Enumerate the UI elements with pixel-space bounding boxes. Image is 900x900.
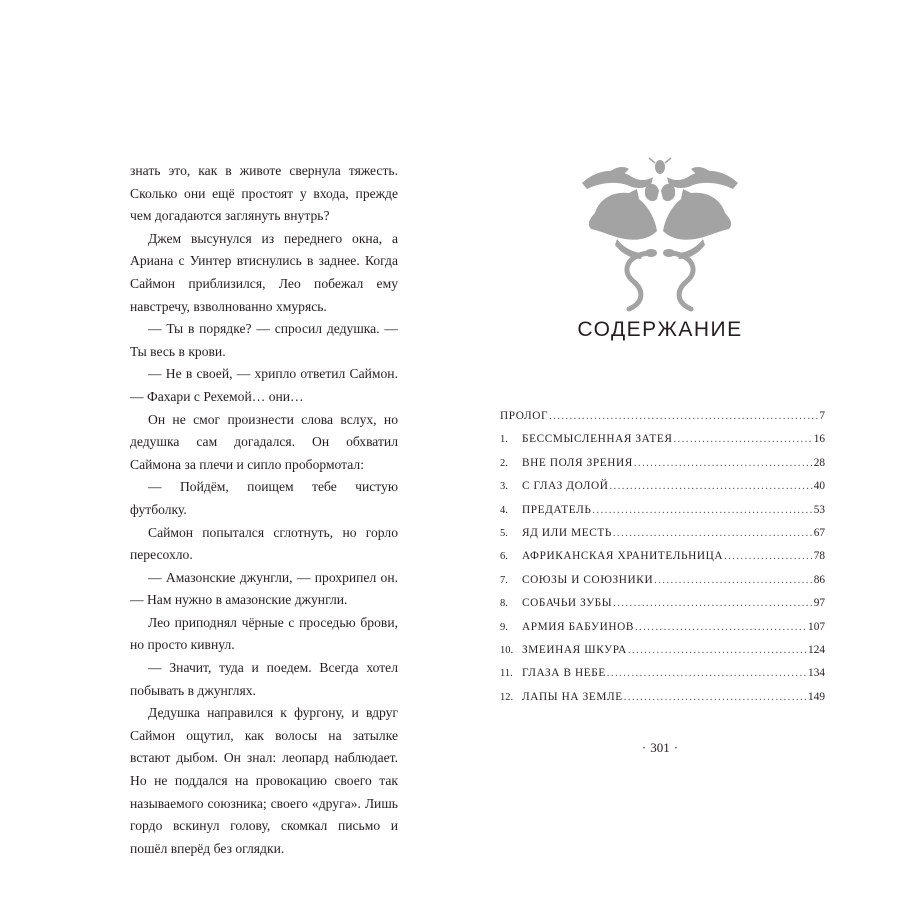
toc-entry-number: 5. [500, 527, 508, 539]
paragraph: знать это, как в животе свернула тяжесть. Сколько они ещё простоят у входа, прежде чем догадаются заглянуть внутрь? [130, 163, 398, 224]
toc-entry-title: ГЛАЗА В НЕБЕ [522, 667, 606, 680]
toc-entry-page: 124 [808, 643, 825, 656]
dot-leader [624, 692, 807, 703]
toc-entry-number: 2. [500, 457, 508, 469]
paragraph: — Пойдём, поищем тебе чистую футболку. [130, 479, 398, 517]
paragraph: Джем высунулся из переднего окна, а Ариана с Уинтер втиснулись в заднее. Когда Саймон приблизился, Лео побежал ему навстречу, взволнованно хмурясь. [130, 230, 398, 314]
table-of-contents [500, 410, 825, 714]
toc-entry-page: 134 [808, 667, 825, 680]
dot-leader [628, 645, 807, 656]
toc-entry [500, 597, 825, 620]
toc-entry-number: 11. [500, 668, 513, 680]
toc-entry-page: 53 [813, 503, 825, 516]
toc-entry-number: 8. [500, 598, 508, 610]
toc-entry-number: 7. [500, 574, 508, 586]
page-number [620, 740, 700, 756]
toc-entry-page: 7 [819, 410, 825, 422]
toc-entry-page: 86 [813, 573, 825, 586]
paragraph: — Не в своей, — хрипло ответил Саймон. — Фахари с Рехемой… они… [130, 366, 398, 404]
animal-crest-emblem-icon [577, 155, 743, 315]
dot-leader [634, 458, 813, 469]
toc-entry [500, 621, 825, 644]
dot-leader [607, 668, 807, 679]
dot-leader [592, 505, 812, 516]
toc-entry-number: 1. [500, 434, 508, 446]
page-number-mark: · [641, 740, 647, 755]
toc-entry [500, 527, 825, 550]
dot-leader [610, 481, 813, 492]
page-number-value: 301 [650, 740, 670, 755]
toc-entry-page: 16 [813, 433, 825, 446]
toc-entry [500, 667, 825, 690]
toc-entry-page: 28 [813, 456, 825, 469]
toc-entry [500, 480, 825, 503]
dot-leader [724, 551, 813, 562]
dot-leader [635, 622, 807, 633]
paragraph: — Амазонские джунгли, — прохрипел он. — Нам нужно в амазонские джунгли. [130, 569, 398, 608]
toc-entry-title: ЛАПЫ НА ЗЕМЛЕ [522, 690, 623, 703]
toc-entry-title: ПРОЛОГ [500, 410, 549, 422]
toc-entry-number: 4. [500, 504, 508, 516]
toc-entry [500, 644, 825, 667]
paragraph: Он не смог произнести слова вслух, но дедушка сам догадался. Он обхватил Саймона за плечи и сипло пробормотал: [130, 411, 398, 472]
dot-leader [654, 575, 813, 586]
toc-entry-page: 78 [813, 550, 825, 563]
toc-entry-title: АРМИЯ БАБУИНОВ [522, 620, 634, 633]
left-page-text [130, 160, 398, 860]
toc-entry-title: СОБАЧЬИ ЗУБЫ [522, 597, 613, 610]
toc-entry-title: СОЮЗЫ И СОЮЗНИКИ [522, 573, 654, 586]
toc-entry-number: 3. [500, 481, 508, 493]
toc-entry [500, 410, 825, 433]
toc-entry-page: 67 [813, 526, 825, 539]
paragraph: Дедушка направился к фургону, и вдруг Саймон ощутил, как волосы на затылке встают дыбом. Он знал: леопард наблюдает. Но не поддался на провокацию своего так называемого союзника; своего «друга». Лишь гордо вскинул голову, скомкал письмо и пошёл вперёд без оглядки. [130, 705, 398, 856]
page-title: СОДЕРЖАНИЕ [577, 318, 743, 341]
toc-entry-title: С ГЛАЗ ДОЛОЙ [522, 480, 609, 493]
toc-entry [500, 574, 825, 597]
toc-entry-title: ВНЕ ПОЛЯ ЗРЕНИЯ [522, 456, 633, 469]
toc-entry [500, 691, 825, 714]
toc-entry-title: АФРИКАНСКАЯ ХРАНИТЕЛЬНИЦА [522, 550, 724, 563]
paragraph: — Ты в порядке? — спросил дедушка. — Ты весь в крови. [130, 321, 398, 359]
toc-entry-page: 40 [813, 480, 825, 493]
toc-entry-number: 10. [500, 644, 514, 656]
toc-entry-page: 97 [813, 597, 825, 610]
paragraph: Саймон попытался сглотнуть, но горло пересохло. [130, 524, 398, 563]
dot-leader [613, 598, 813, 609]
dot-leader [549, 411, 818, 422]
toc-entry-title: ЯД ИЛИ МЕСТЬ [522, 526, 612, 539]
paragraph: — Значит, туда и поедем. Всегда хотел побывать в джунглях. [130, 660, 398, 698]
toc-entry-number: 12. [500, 691, 514, 703]
dot-leader [674, 434, 813, 445]
toc-entry-title: ПРЕДАТЕЛЬ [522, 503, 592, 516]
toc-entry [500, 550, 825, 573]
toc-entry-number: 9. [500, 621, 508, 633]
toc-entry-page: 149 [808, 690, 825, 703]
toc-entry [500, 433, 825, 456]
paragraph: Лео приподнял чёрные с проседью брови, но просто кивнул. [130, 614, 398, 653]
toc-entry-title: ЗМЕИНАЯ ШКУРА [522, 643, 627, 656]
toc-entry-title: БЕССМЫСЛЕННАЯ ЗАТЕЯ [522, 433, 673, 446]
page-number-mark: · [673, 740, 679, 755]
toc-entry-number: 6. [500, 551, 508, 563]
toc-entry-page: 107 [808, 620, 825, 633]
toc-entry [500, 457, 825, 480]
dot-leader [613, 528, 813, 539]
toc-entry [500, 504, 825, 527]
